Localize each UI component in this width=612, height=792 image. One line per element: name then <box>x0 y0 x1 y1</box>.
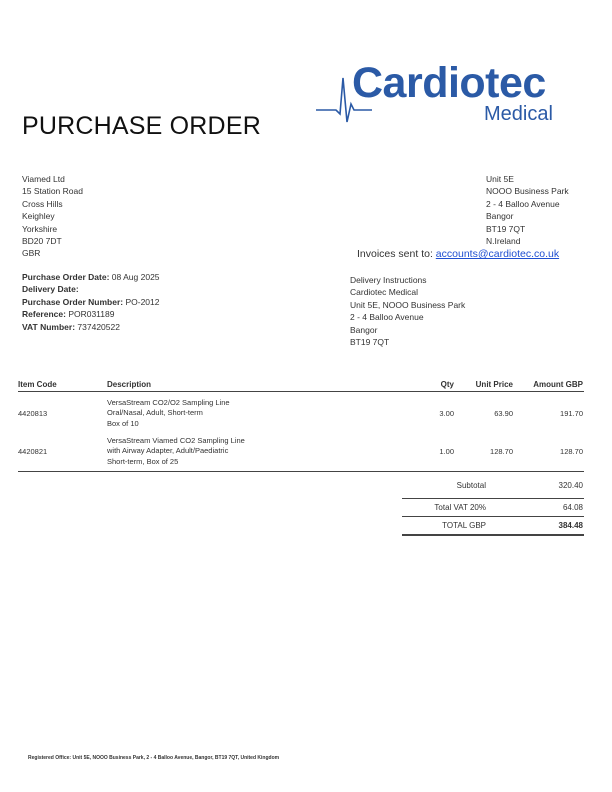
subtotal-divider <box>402 498 584 499</box>
row-1-item-code: 4420813 <box>18 409 48 418</box>
delivery-line: 2 - 4 Balloo Avenue <box>350 312 424 323</box>
invoices-sent-to <box>357 248 559 260</box>
vat-number-label: VAT Number: <box>22 321 76 332</box>
supplier-line: Viamed Ltd <box>22 174 65 184</box>
order-info <box>22 271 160 333</box>
row-2-desc-line: Short-term, Box of 25 <box>107 456 179 466</box>
supplier-line: Keighley <box>22 211 55 222</box>
row-2-desc-line: with Airway Adapter, Adult/Paediatric <box>107 446 229 456</box>
supplier-address <box>22 173 83 260</box>
po-number-label: Purchase Order Number: <box>22 296 124 307</box>
row-1-amount: 191.70 <box>560 409 583 418</box>
row-2-unit-price: 128.70 <box>490 447 513 456</box>
row-2-item-code: 4420821 <box>18 447 48 456</box>
company-line: BT19 7QT <box>486 223 526 234</box>
po-date-label: Purchase Order Date: <box>22 272 110 282</box>
delivery-line: BT19 7QT <box>350 337 390 348</box>
delivery-instructions <box>350 274 465 348</box>
row-2-desc-line: VersaStream Viamed CO2 Sampling Line <box>107 436 245 445</box>
company-line: N.Ireland <box>486 236 521 247</box>
company-line: 2 - 4 Balloo Avenue <box>486 198 560 209</box>
grand-total-value: 384.48 <box>558 521 583 530</box>
supplier-line: Cross Hills <box>22 198 63 209</box>
invoices-email-link[interactable]: accounts@cardiotec.co.uk <box>435 248 560 260</box>
po-number-value: PO-2012 <box>125 296 160 307</box>
vat-total-label: Total VAT 20% <box>434 503 486 512</box>
header-qty: Qty <box>440 380 454 389</box>
reference-label: Reference: <box>22 309 66 320</box>
row-1-desc-line: Box of 10 <box>107 418 139 428</box>
supplier-line: BD20 7DT <box>22 236 62 247</box>
reference-value: POR031189 <box>68 309 115 320</box>
row-1-description <box>107 398 230 429</box>
company-address <box>486 173 569 247</box>
delivery-line: Bangor <box>350 324 378 335</box>
supplier-line: GBR <box>22 248 41 259</box>
subtotal-value: 320.40 <box>558 481 583 490</box>
header-divider <box>18 391 584 392</box>
delivery-line: Delivery Instructions <box>350 275 427 285</box>
supplier-line: Yorkshire <box>22 223 58 234</box>
invoices-label: Invoices sent to: <box>357 248 433 260</box>
company-line: Unit 5E <box>486 174 514 184</box>
row-2-amount: 128.70 <box>560 447 583 456</box>
delivery-line: Unit 5E, NOOO Business Park <box>350 299 466 310</box>
row-2-qty: 1.00 <box>439 447 454 456</box>
header-amount: Amount GBP <box>533 380 583 389</box>
vat-number-value: 737420522 <box>77 321 120 332</box>
vat-divider <box>402 516 584 517</box>
header-description: Description <box>107 380 152 389</box>
delivery-line: Cardiotec Medical <box>350 287 419 298</box>
total-divider <box>402 534 584 536</box>
company-line: NOOO Business Park <box>486 186 569 197</box>
company-logo <box>314 60 572 132</box>
header-item-code: Item Code <box>18 380 57 389</box>
logo-brand: Cardiotec <box>352 59 546 107</box>
vat-total-value: 64.08 <box>562 503 583 512</box>
delivery-date-label: Delivery Date: <box>22 284 79 295</box>
registered-office-footer: Registered Office: Unit 5E, NOOO Business Park, 2 - 4 Balloo Avenue, Bangor, BT19 7QT, United Kingdom <box>28 755 280 761</box>
header-unit-price: Unit Price <box>475 380 513 389</box>
row-1-desc-line: Oral/Nasal, Adult, Short-term <box>107 408 203 418</box>
items-divider <box>18 471 584 472</box>
logo-sub: Medical <box>484 103 553 125</box>
row-1-unit-price: 63.90 <box>494 409 513 418</box>
grand-total-label: TOTAL GBP <box>442 521 486 530</box>
row-1-qty: 3.00 <box>439 409 454 418</box>
row-1-desc-line: VersaStream CO2/O2 Sampling Line <box>107 398 230 407</box>
supplier-line: 15 Station Road <box>22 186 83 197</box>
row-2-description <box>107 436 245 467</box>
subtotal-label: Subtotal <box>456 481 486 490</box>
po-date-value: 08 Aug 2025 <box>111 272 160 282</box>
page-title: PURCHASE ORDER <box>22 112 261 140</box>
company-line: Bangor <box>486 211 514 222</box>
